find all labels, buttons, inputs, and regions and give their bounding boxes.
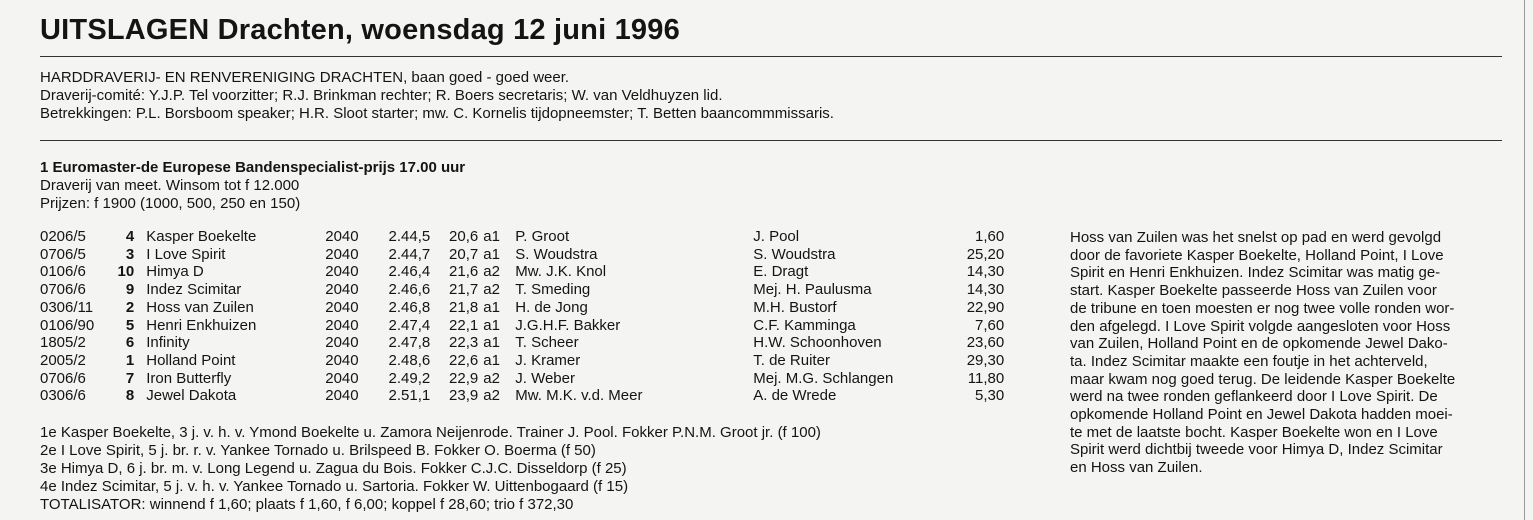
cell-num: 10 <box>117 263 135 281</box>
report-line: Spirit werd dichtbij tweede voor Himya D, Indez Scimitar <box>1070 441 1443 459</box>
report-line: opkomende Holland Point en Jewel Dakota hadden moei- <box>1070 406 1453 424</box>
section-rule <box>40 140 1502 141</box>
cell-num: 8 <box>125 387 135 405</box>
cell-driver: T. Smeding <box>515 281 591 299</box>
totalisator: TOTALISATOR: winnend f 1,60; plaats f 1,60, f 6,00; koppel f 28,60; trio f 372,30 <box>40 496 574 513</box>
cell-code: 0306/6 <box>40 387 86 405</box>
cell-driver: J. Weber <box>515 369 575 387</box>
cell-start: a1 <box>483 228 500 245</box>
cell-horse: Kasper Boekelte <box>146 228 257 245</box>
report-line: den afgelegd. I Love Spirit volgde aangesloten voor Hoss <box>1070 317 1451 335</box>
cell-driver: Mw. J.K. Knol <box>515 263 607 281</box>
cell-tote: 14,30 <box>966 263 1005 281</box>
cell-dist: 2040 <box>325 387 359 405</box>
cell-num: 4 <box>125 228 135 245</box>
placing-line: 2e I Love Spirit, 5 j. br. r. v. Yankee Tornado u. Brilspeed B. Fokker O. Boerma (f 50) <box>40 442 596 459</box>
table-row <box>40 317 1004 335</box>
table-row <box>40 352 1004 370</box>
cell-time: 2.47,8 <box>388 334 431 352</box>
cell-code: 0206/5 <box>40 228 86 245</box>
cell-tote: 1,60 <box>975 228 1005 245</box>
race-title: 1 Euromaster-de Europese Bandenspecialist-prijs 17.00 uur <box>40 159 466 176</box>
cell-trainer: T. de Ruiter <box>753 351 830 369</box>
report-line: werd na twee ronden geflankeerd door I Love Spirit. De <box>1070 388 1438 406</box>
cell-driver: S. Woudstra <box>515 245 598 263</box>
page-edge <box>1524 0 1525 520</box>
cell-tote: 29,30 <box>966 351 1005 369</box>
cell-kmt: 22,9 <box>449 369 479 387</box>
cell-num: 7 <box>125 369 135 387</box>
cell-num: 1 <box>125 351 135 369</box>
cell-start: a1 <box>483 298 500 316</box>
cell-horse: Iron Butterfly <box>146 369 232 387</box>
placing-line: 1e Kasper Boekelte, 3 j. v. h. v. Ymond Boekelte u. Zamora Neijenrode. Trainer J. Pool. Fokker P.N.M. Groot jr. (f 100) <box>40 424 821 441</box>
cell-num: 5 <box>125 316 135 334</box>
cell-trainer: S. Woudstra <box>753 245 836 263</box>
table-row <box>40 228 1004 246</box>
table-row <box>40 263 1004 281</box>
table-row <box>40 281 1004 299</box>
cell-tote: 22,90 <box>966 298 1005 316</box>
cell-trainer: Mej. H. Paulusma <box>753 281 872 299</box>
cell-horse: Indez Scimitar <box>146 281 242 299</box>
cell-dist: 2040 <box>325 245 359 263</box>
table-row <box>40 387 1004 405</box>
table-row <box>40 246 1004 264</box>
cell-kmt: 21,7 <box>449 281 479 299</box>
cell-start: a1 <box>483 351 500 369</box>
cell-start: a1 <box>483 316 500 334</box>
cell-time: 2.46,6 <box>388 281 431 299</box>
cell-trainer: E. Dragt <box>753 263 809 281</box>
cell-code: 0106/90 <box>40 316 95 334</box>
cell-num: 3 <box>125 245 135 263</box>
cell-dist: 2040 <box>325 263 359 281</box>
officials-info: Betrekkingen: P.L. Borsboom speaker; H.R. Sloot starter; mw. C. Kornelis tijdopneemster; T. Betten baancommmissaris. <box>40 105 834 122</box>
cell-code: 2005/2 <box>40 351 86 369</box>
page-title: UITSLAGEN Drachten, woensdag 12 juni 1996 <box>40 14 680 46</box>
cell-dist: 2040 <box>325 334 359 352</box>
cell-driver: T. Scheer <box>515 334 579 352</box>
cell-trainer: C.F. Kamminga <box>753 316 856 334</box>
cell-horse: Infinity <box>146 334 190 352</box>
cell-driver: P. Groot <box>515 228 570 245</box>
cell-tote: 14,30 <box>966 281 1005 299</box>
cell-num: 6 <box>125 334 135 352</box>
cell-dist: 2040 <box>325 281 359 299</box>
cell-start: a2 <box>483 369 500 387</box>
cell-time: 2.44,5 <box>388 228 431 245</box>
cell-num: 9 <box>125 281 135 299</box>
cell-horse: Jewel Dakota <box>146 387 237 405</box>
cell-kmt: 22,6 <box>449 351 479 369</box>
report-line: Hoss van Zuilen was het snelst op pad en werd gevolgd <box>1070 229 1442 246</box>
report-line: start. Kasper Boekelte passeerde Hoss van Zuilen voor <box>1070 282 1437 300</box>
placing-line: 3e Himya D, 6 j. br. m. v. Long Legend u. Zagua du Bois. Fokker C.J.C. Disseldorp (f 25) <box>40 460 627 477</box>
report-line: de tribune en toen moesten er nog twee volle ronden wor- <box>1070 299 1455 317</box>
cell-trainer: Mej. M.G. Schlangen <box>753 369 894 387</box>
club-info: HARDDRAVERIJ- EN RENVERENIGING DRACHTEN, baan goed - goed weer. <box>40 69 570 86</box>
cell-kmt: 22,1 <box>449 316 479 334</box>
report-line: ta. Indez Scimitar maakte een foutje in het achterveld, <box>1070 352 1428 370</box>
cell-start: a1 <box>483 245 500 263</box>
report-line: te met de laatste bocht. Kasper Boekelte won en I Love <box>1070 423 1438 441</box>
committee-info: Draverij-comité: Y.J.P. Tel voorzitter; R.J. Brinkman rechter; R. Boers secretaris; W. van Veldhuyzen lid. <box>40 87 723 104</box>
cell-code: 0106/6 <box>40 263 86 281</box>
cell-driver: J.G.H.F. Bakker <box>515 316 621 334</box>
cell-trainer: J. Pool <box>753 228 800 245</box>
cell-kmt: 22,3 <box>449 334 479 352</box>
cell-kmt: 21,8 <box>449 298 479 316</box>
cell-kmt: 23,9 <box>449 387 479 405</box>
table-row <box>40 370 1004 388</box>
cell-code: 0306/11 <box>40 298 94 316</box>
report-line: van Zuilen, Holland Point en de opkomende Jewel Dako- <box>1070 335 1448 353</box>
cell-time: 2.44,7 <box>388 245 431 263</box>
report-line: Spirit en Henri Enkhuizen. Indez Scimitar was matig ge- <box>1070 264 1441 282</box>
cell-horse: Holland Point <box>146 351 236 369</box>
table-row <box>40 334 1004 352</box>
race-report <box>1070 229 1502 477</box>
cell-trainer: A. de Wrede <box>753 387 837 405</box>
cell-code: 1805/2 <box>40 334 86 352</box>
cell-horse: Hoss van Zuilen <box>146 298 254 316</box>
cell-dist: 2040 <box>325 298 359 316</box>
table-row <box>40 299 1004 317</box>
header-rule <box>40 56 1502 57</box>
cell-code: 0706/6 <box>40 281 86 299</box>
cell-time: 2.48,6 <box>388 351 431 369</box>
cell-kmt: 21,6 <box>449 263 479 281</box>
cell-start: a2 <box>483 387 500 405</box>
cell-trainer: M.H. Bustorf <box>753 298 837 316</box>
cell-tote: 11,80 <box>967 369 1005 387</box>
race-conditions: Draverij van meet. Winsom tot f 12.000 <box>40 177 300 194</box>
cell-code: 0706/5 <box>40 245 86 263</box>
cell-time: 2.47,4 <box>388 316 431 334</box>
cell-time: 2.51,1 <box>388 387 431 405</box>
cell-tote: 7,60 <box>975 316 1005 334</box>
report-line: maar kwam nog goed terug. De leidende Kasper Boekelte <box>1070 370 1456 388</box>
cell-time: 2.49,2 <box>388 369 431 387</box>
results-table <box>40 228 1004 405</box>
cell-dist: 2040 <box>325 316 359 334</box>
cell-tote: 25,20 <box>966 245 1005 263</box>
cell-horse: I Love Spirit <box>146 245 226 263</box>
cell-start: a2 <box>483 281 500 299</box>
cell-kmt: 20,6 <box>449 228 479 245</box>
report-line: door de favoriete Kasper Boekelte, Holland Point, I Love <box>1070 246 1444 264</box>
cell-horse: Himya D <box>146 263 204 281</box>
cell-driver: Mw. M.K. v.d. Meer <box>515 387 643 405</box>
cell-kmt: 20,7 <box>449 245 479 263</box>
cell-code: 0706/6 <box>40 369 86 387</box>
cell-horse: Henri Enkhuizen <box>146 316 257 334</box>
cell-dist: 2040 <box>325 228 359 245</box>
cell-dist: 2040 <box>325 351 359 369</box>
placing-line: 4e Indez Scimitar, 5 j. v. h. v. Yankee Tornado u. Sartoria. Fokker W. Uittenbogaard (f 15) <box>40 478 629 495</box>
cell-time: 2.46,8 <box>388 298 431 316</box>
cell-time: 2.46,4 <box>388 263 431 281</box>
cell-driver: J. Kramer <box>515 351 581 369</box>
cell-start: a2 <box>483 263 500 281</box>
race-prizes: Prijzen: f 1900 (1000, 500, 250 en 150) <box>40 195 301 212</box>
cell-tote: 5,30 <box>975 387 1005 405</box>
cell-dist: 2040 <box>325 369 359 387</box>
cell-tote: 23,60 <box>966 334 1005 352</box>
report-line: en Hoss van Zuilen. <box>1070 459 1203 477</box>
cell-num: 2 <box>125 298 135 316</box>
cell-trainer: H.W. Schoonhoven <box>753 334 882 352</box>
cell-driver: H. de Jong <box>515 298 588 316</box>
cell-start: a1 <box>483 334 500 352</box>
